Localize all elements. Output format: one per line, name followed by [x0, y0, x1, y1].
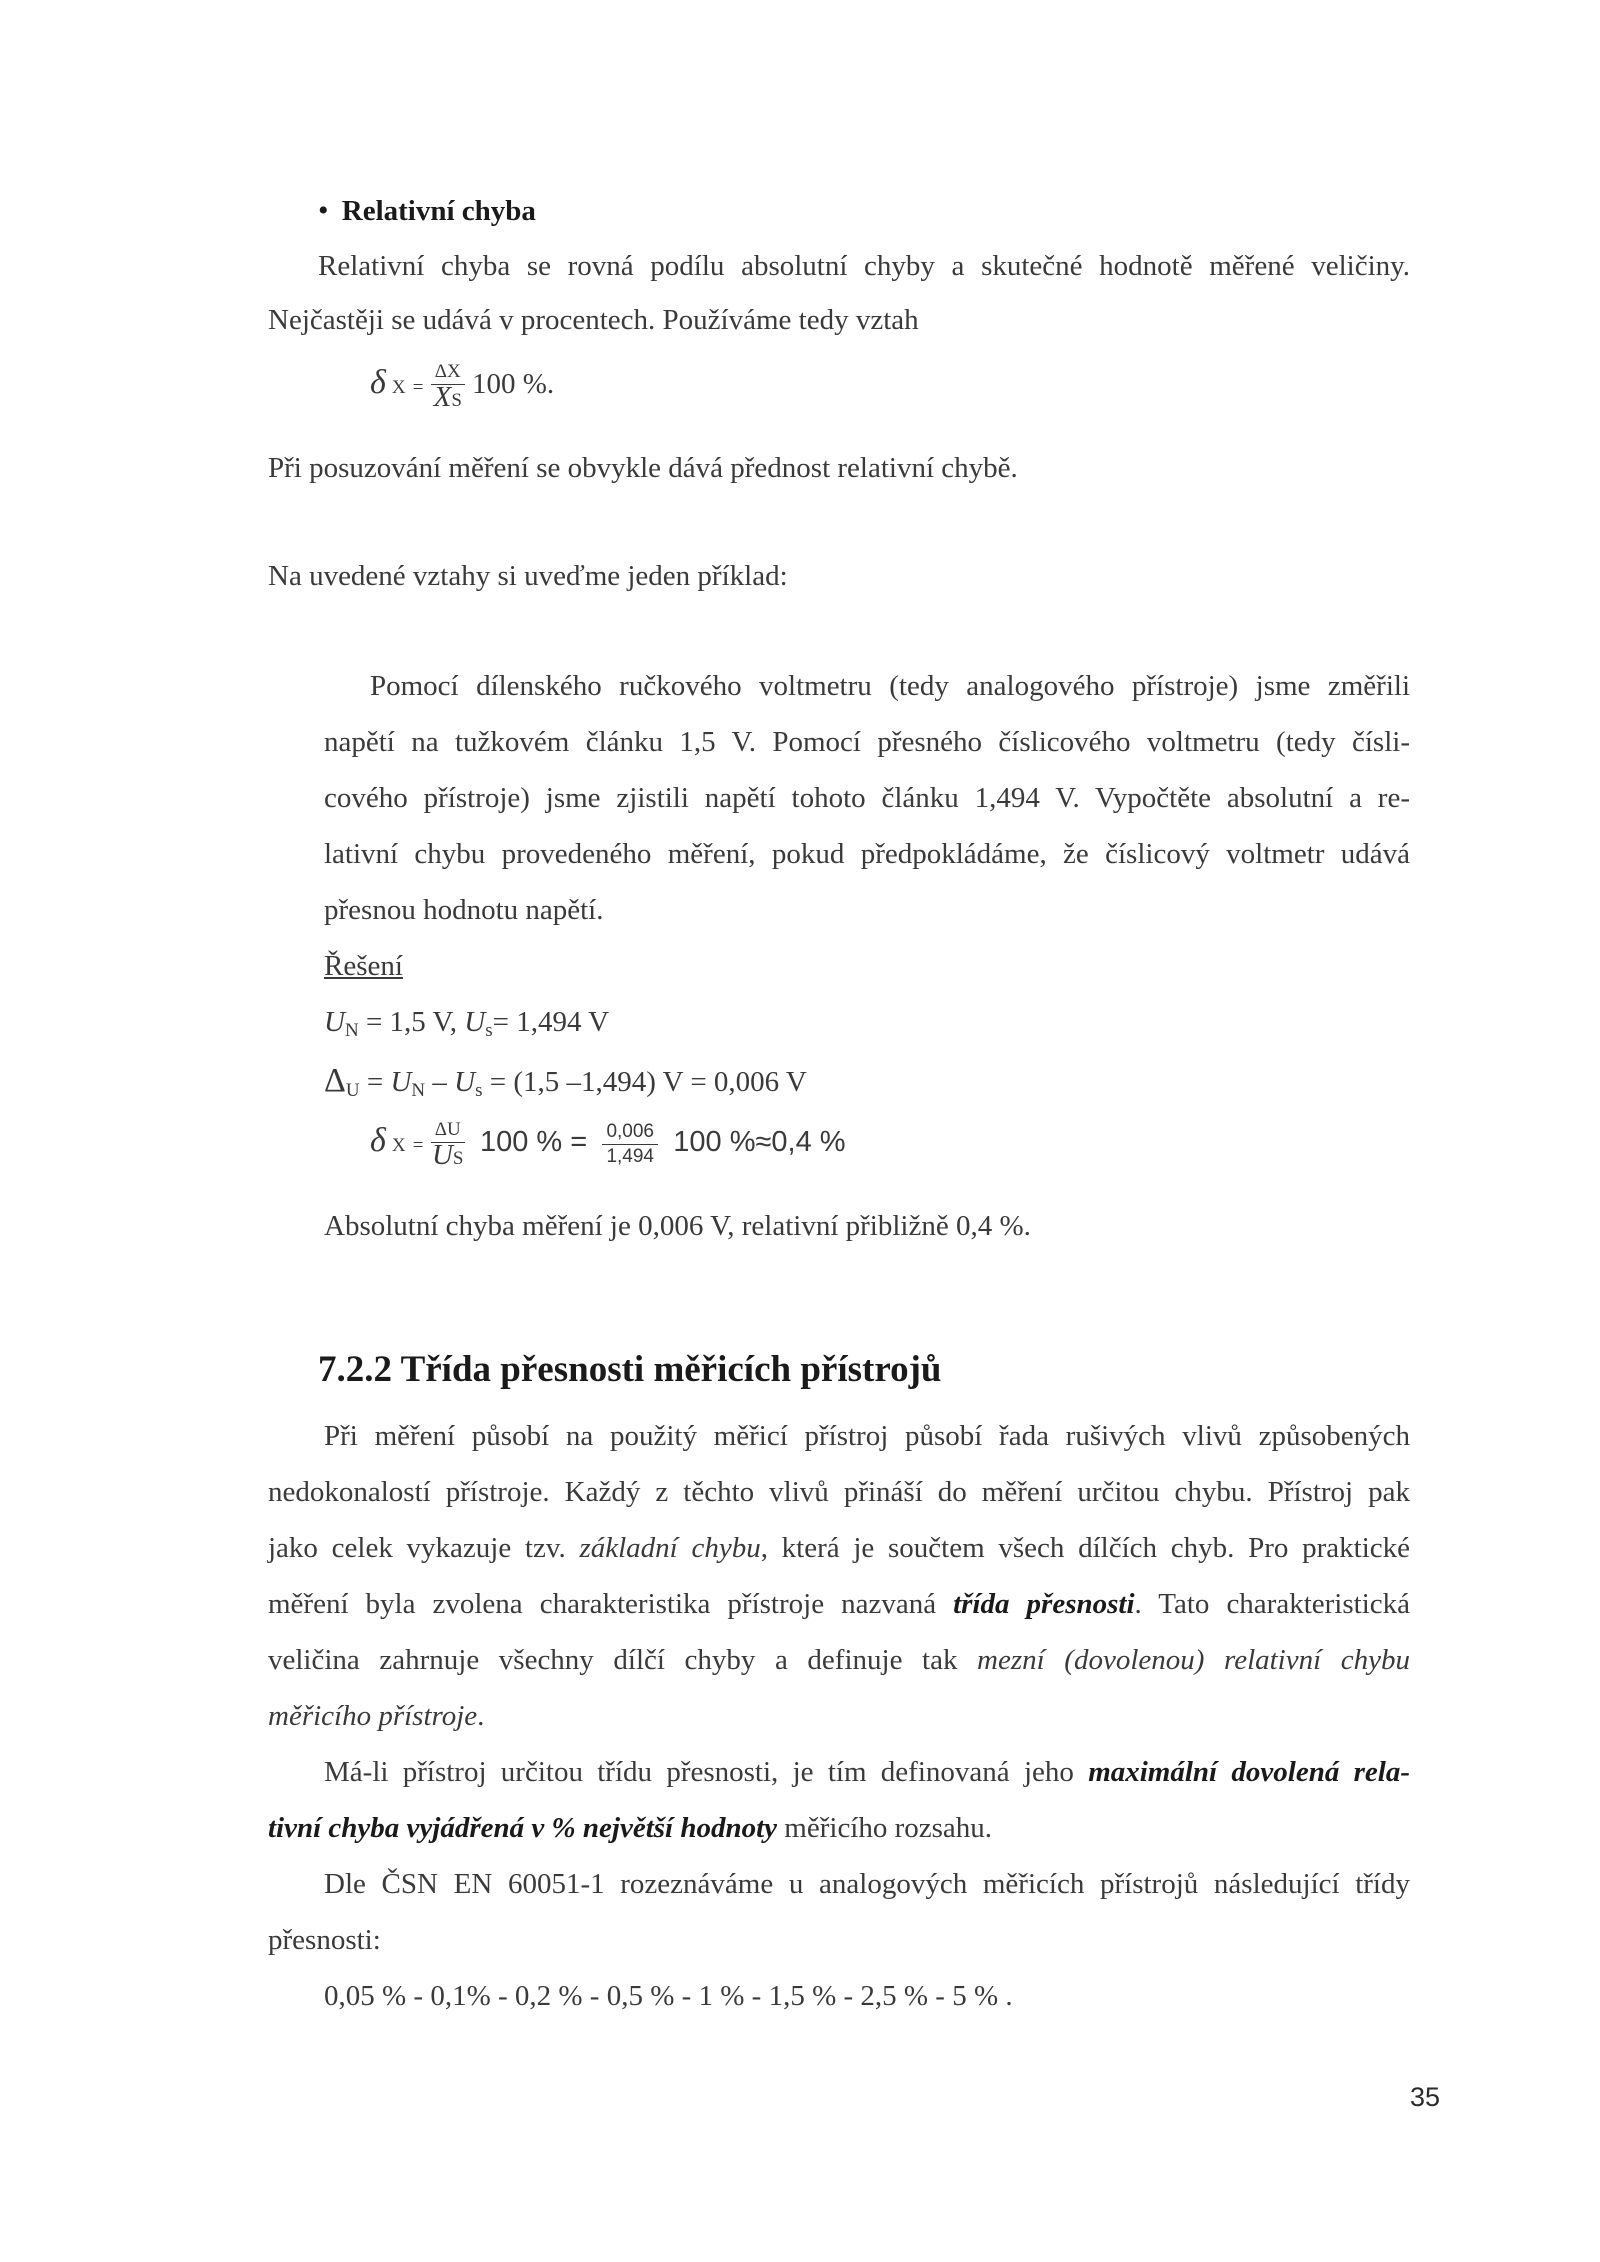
task-line: přesnou hodnotu napětí.: [324, 894, 604, 926]
paragraph-line: Při měření působí na použitý měřicí přístroj působí řada rušivých vlivů způsobených: [324, 1420, 1410, 1452]
section-heading: 7.2.2 Třída přesnosti měřicích přístrojů: [318, 1349, 942, 1390]
paragraph-line: jako celek vykazuje tzv. základní chybu, která je součtem všech dílčích chyb. Pro praktické: [268, 1532, 1410, 1564]
task-line: napětí na tužkovém článku 1,5 V. Pomocí přesného číslicového voltmetru (tedy čísli-: [324, 726, 1410, 758]
paragraph-line: veličina zahrnuje všechny dílčí chyby a definuje tak mezní (dovolenou) relativní chybu: [268, 1644, 1410, 1676]
paragraph-line: nedokonalostí přístroje. Každý z těchto vlivů přináší do měření určitou chybu. Přístroj pak: [268, 1476, 1410, 1508]
solution-line-relative: δ X = $\frac{\Delta U}{US}$ 100 % = $\frac{0,006}{1,494}$ 100 %≈0,4 %: [370, 1119, 846, 1171]
page-number: 35: [1410, 2082, 1441, 2112]
paragraph-line: měření byla zvolena charakteristika přístroje nazvaná třída přesnosti. Tato charakteristická: [268, 1588, 1410, 1620]
paragraph-line: Relativní chyba se rovná podílu absolutní chyby a skutečné hodnotě měřené veličiny.: [318, 250, 1410, 282]
bullet-heading: [318, 194, 536, 228]
bullet-icon: •: [318, 194, 329, 227]
solution-label: Řešení: [324, 950, 403, 982]
paragraph-line: Nejčastěji se udává v procentech. Používáme tedy vztah: [268, 304, 919, 336]
task-line: lativní chybu provedeného měření, pokud předpokládáme, že číslicový voltmetr udává: [324, 838, 1410, 870]
paragraph-line: Při posuzování měření se obvykle dává přednost relativní chybě.: [268, 452, 1018, 484]
fraction: $\frac{\Delta U}{US}$: [431, 1119, 464, 1171]
paragraph-line: měřicího přístroje.: [268, 1700, 485, 1732]
fraction: $\frac{0,006}{1,494}$: [602, 1120, 658, 1169]
formula-relative-error: δ X = $\frac{\Delta X}{XS}$ 100 %.: [370, 361, 555, 413]
paragraph-line: Má-li přístroj určitou třídu přesnosti, je tím definovaná jeho maximální dovolená rela-: [324, 1756, 1411, 1788]
paragraph-line: tivní chyba vyjádřená v % největší hodnoty měřicího rozsahu.: [268, 1812, 993, 1844]
task-line: Pomocí dílenského ručkového voltmetru (tedy analogového přístroje) jsme změřili: [370, 670, 1410, 702]
paragraph-line: Dle ČSN EN 60051-1 rozeznáváme u analogových měřicích přístrojů následující třídy: [324, 1868, 1410, 1900]
conclusion: Absolutní chyba měření je 0,006 V, relativní přibližně 0,4 %.: [324, 1210, 1031, 1242]
accuracy-classes: 0,05 % - 0,1% - 0,2 % - 0,5 % - 1 % - 1,5 % - 2,5 % - 5 % .: [324, 1980, 1013, 2012]
fraction: $\frac{\Delta X}{XS}$: [431, 360, 465, 413]
heading-relative-error: Relativní chyba: [341, 195, 536, 227]
paragraph-line: přesnosti:: [268, 1924, 381, 1956]
task-line: cového přístroje) jsme zjistili napětí tohoto článku 1,494 V. Vypočtěte absolutní a re-: [324, 782, 1410, 814]
solution-line-values: $U_N = 1,5$ V, $U_s= 1,494$ V: [324, 1006, 610, 1041]
example-intro: Na uvedené vztahy si uveďme jeden příklad:: [268, 560, 788, 592]
solution-line-absolute: $\Delta_U = U_N - U_s = (1,5$ –1,494) V = 0,006 V: [324, 1062, 807, 1101]
